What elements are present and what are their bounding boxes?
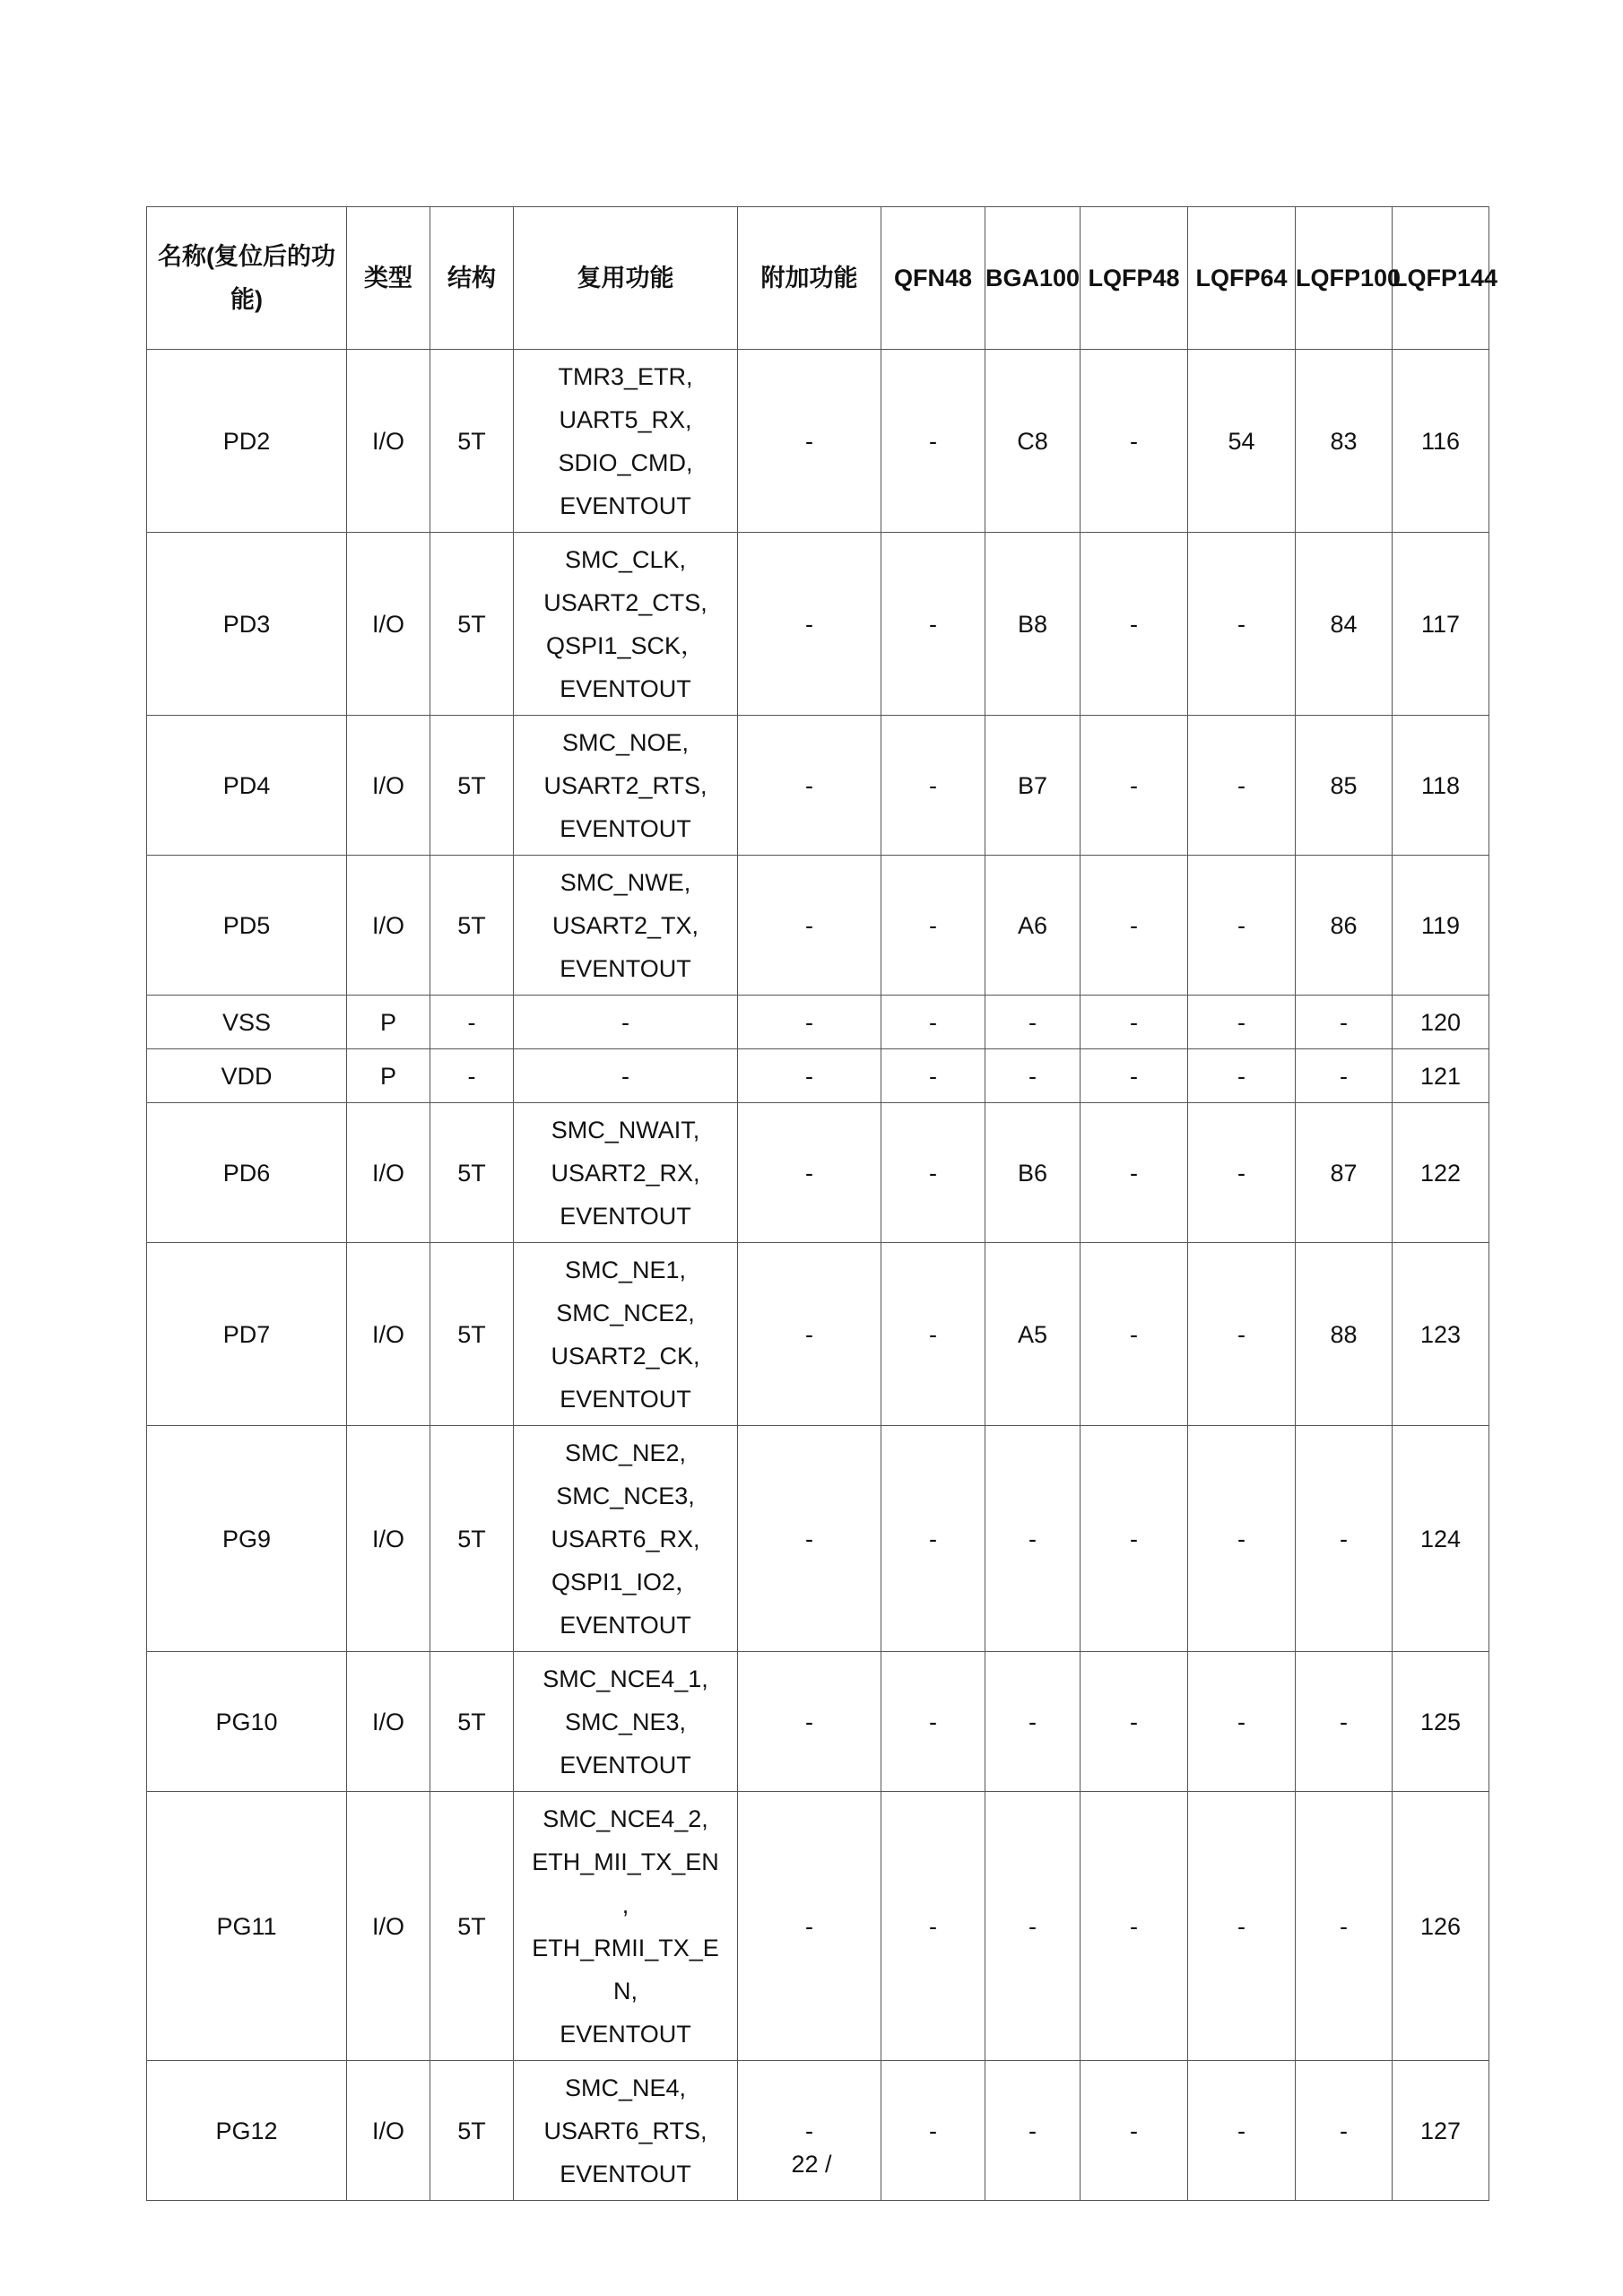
cell-type: P (347, 996, 430, 1049)
cell-bga100: - (985, 1652, 1081, 1792)
cell-lqfp100: - (1296, 996, 1393, 1049)
column-header (1296, 207, 1402, 350)
cell-lqfp100: 85 (1296, 716, 1393, 856)
column-header (514, 207, 738, 350)
alt-function-line: SMC_NE4, (564, 2074, 687, 2101)
cell-struct: 5T (430, 1103, 514, 1243)
cell-bga100: - (985, 996, 1081, 1049)
cell-type: I/O (347, 2061, 430, 2201)
alt-function-line: EVENTOUT (560, 1751, 691, 1779)
cell-lqfp144: 116 (1393, 350, 1489, 533)
header-text: 100 (1360, 265, 1402, 291)
cell-alt (514, 1652, 738, 1792)
table-row (147, 1103, 1489, 1243)
alt-function-line: SMC_NCE2, (556, 1299, 695, 1326)
cell-lqfp64: - (1188, 1103, 1296, 1243)
table-row (147, 856, 1489, 996)
cell-type: P (347, 1049, 430, 1103)
header-text: LQFP (1195, 265, 1261, 291)
cell-lqfp48: - (1081, 856, 1188, 996)
alt-function-line: EVENTOUT (560, 491, 691, 519)
cell-extra: - (738, 533, 881, 716)
cell-type: I/O (347, 856, 430, 996)
table-row (147, 1243, 1489, 1426)
header-text: 48 (944, 265, 973, 291)
header-text: BGA (985, 265, 1039, 291)
cell-name: PD2 (147, 350, 347, 533)
cell-extra: - (738, 2061, 881, 2201)
cell-lqfp100: - (1296, 2061, 1393, 2201)
alt-function-line: SMC_NE2, (564, 1439, 687, 1466)
column-header (147, 207, 347, 350)
cell-lqfp100: 87 (1296, 1103, 1393, 1243)
cell-name: PD3 (147, 533, 347, 716)
header-text: LQFP (1088, 265, 1153, 291)
cell-name: PG9 (147, 1426, 347, 1652)
cell-lqfp144: 119 (1393, 856, 1489, 996)
header-text: 复用功能 (577, 265, 674, 291)
alt-function-line: SMC_CLK, (564, 545, 687, 573)
header-text: 100 (1039, 265, 1081, 291)
cell-type: I/O (347, 1792, 430, 2061)
cell-alt (514, 856, 738, 996)
alt-function-line: USART2_TX, (551, 911, 699, 939)
cell-qfn48: - (881, 533, 985, 716)
column-header (881, 207, 985, 350)
header-text: 144 (1457, 265, 1498, 291)
cell-bga100: - (985, 1426, 1081, 1652)
alt-function-line: USART6_RX, (551, 1525, 700, 1552)
cell-qfn48: - (881, 1792, 985, 2061)
cell-name: PD5 (147, 856, 347, 996)
cell-extra: - (738, 1103, 881, 1243)
table-row (147, 2061, 1489, 2201)
cell-name: PD7 (147, 1243, 347, 1426)
cell-lqfp144: 123 (1393, 1243, 1489, 1426)
alt-function-line: - (621, 1008, 629, 1036)
cell-lqfp144: 127 (1393, 2061, 1489, 2201)
cell-lqfp48: - (1081, 716, 1188, 856)
cell-struct: 5T (430, 1243, 514, 1426)
cell-type: I/O (347, 533, 430, 716)
cell-struct: - (430, 1049, 514, 1103)
alt-function-line: , (621, 1891, 629, 1918)
cell-lqfp144: 125 (1393, 1652, 1489, 1792)
alt-function-line: EVENTOUT (560, 1611, 691, 1639)
cell-alt (514, 533, 738, 716)
cell-bga100: - (985, 1792, 1081, 2061)
cell-alt (514, 1243, 738, 1426)
cell-lqfp64: - (1188, 1049, 1296, 1103)
header-text: LQFP (1296, 265, 1360, 291)
cell-alt (514, 716, 738, 856)
cell-extra: - (738, 716, 881, 856)
cell-lqfp100: 88 (1296, 1243, 1393, 1426)
column-header (347, 207, 430, 350)
cell-name: PG11 (147, 1792, 347, 2061)
alt-function-line: SMC_NOE, (561, 728, 690, 756)
alt-function-line: SMC_NE1, (564, 1256, 687, 1283)
alt-function-line: EVENTOUT (560, 674, 691, 702)
cell-struct: 5T (430, 533, 514, 716)
cell-qfn48: - (881, 1049, 985, 1103)
alt-function-line: EVENTOUT (560, 2160, 691, 2187)
cell-lqfp64: - (1188, 856, 1296, 996)
cell-lqfp100: - (1296, 1792, 1393, 2061)
cell-lqfp48: - (1081, 1103, 1188, 1243)
cell-alt (514, 996, 738, 1049)
cell-lqfp144: 120 (1393, 996, 1489, 1049)
alt-function-line: SMC_NCE4_1, (542, 1665, 708, 1692)
cell-type: I/O (347, 1243, 430, 1426)
cell-lqfp144: 118 (1393, 716, 1489, 856)
cell-bga100: C8 (985, 350, 1081, 533)
cell-extra: - (738, 996, 881, 1049)
table-row (147, 350, 1489, 533)
cell-extra: - (738, 1243, 881, 1426)
alt-function-line: EVENTOUT (560, 2020, 691, 2048)
cell-type: I/O (347, 350, 430, 533)
cell-lqfp64: - (1188, 2061, 1296, 2201)
pin-definition-table (146, 206, 1498, 2201)
cell-type: I/O (347, 1652, 430, 1792)
cell-lqfp64: - (1188, 1792, 1296, 2061)
cell-struct: 5T (430, 1792, 514, 2061)
cell-lqfp64: - (1188, 1426, 1296, 1652)
cell-lqfp64: 54 (1188, 350, 1296, 533)
cell-lqfp100: 86 (1296, 856, 1393, 996)
cell-extra: - (738, 1652, 881, 1792)
cell-lqfp144: 124 (1393, 1426, 1489, 1652)
alt-function-line: USART2_CTS, (543, 588, 707, 616)
alt-function-line: EVENTOUT (560, 1385, 691, 1413)
cell-lqfp100: - (1296, 1426, 1393, 1652)
alt-function-line: ETH_MII_TX_EN (532, 1848, 719, 1875)
cell-lqfp48: - (1081, 1243, 1188, 1426)
cell-lqfp64: - (1188, 1652, 1296, 1792)
cell-lqfp48: - (1081, 1652, 1188, 1792)
alt-function-line: USART2_RX, (551, 1159, 700, 1187)
cell-type: I/O (347, 716, 430, 856)
cell-name: VSS (147, 996, 347, 1049)
cell-lqfp48: - (1081, 1792, 1188, 2061)
cell-alt (514, 1792, 738, 2061)
cell-name: VDD (147, 1049, 347, 1103)
cell-lqfp48: - (1081, 2061, 1188, 2201)
header-text: 类型 (364, 265, 412, 291)
cell-extra: - (738, 350, 881, 533)
cell-lqfp48: - (1081, 996, 1188, 1049)
cell-struct: 5T (430, 856, 514, 996)
cell-alt (514, 1049, 738, 1103)
cell-bga100: A6 (985, 856, 1081, 996)
cell-struct: 5T (430, 350, 514, 533)
cell-qfn48: - (881, 716, 985, 856)
cell-qfn48: - (881, 1426, 985, 1652)
header-text: LQFP (1393, 265, 1457, 291)
alt-function-line: QSPI1_SCK， (545, 631, 706, 659)
cell-qfn48: - (881, 996, 985, 1049)
alt-function-line: SMC_NCE3, (556, 1482, 695, 1509)
cell-lqfp100: - (1296, 1049, 1393, 1103)
column-header (985, 207, 1081, 350)
cell-lqfp144: 126 (1393, 1792, 1489, 2061)
cell-alt (514, 1103, 738, 1243)
cell-lqfp100: 84 (1296, 533, 1393, 716)
cell-extra: - (738, 1049, 881, 1103)
column-header (1081, 207, 1188, 350)
header-text: 结构 (447, 265, 496, 291)
table-row (147, 716, 1489, 856)
cell-lqfp144: 122 (1393, 1103, 1489, 1243)
table-row (147, 1049, 1489, 1103)
cell-lqfp144: 117 (1393, 533, 1489, 716)
cell-name: PG10 (147, 1652, 347, 1792)
cell-lqfp100: - (1296, 1652, 1393, 1792)
cell-extra: - (738, 1792, 881, 2061)
cell-type: I/O (347, 1103, 430, 1243)
header-text: QFN (893, 265, 945, 291)
cell-name: PD4 (147, 716, 347, 856)
alt-function-line: USART6_RTS, (543, 2117, 707, 2144)
cell-lqfp48: - (1081, 1426, 1188, 1652)
table-row (147, 996, 1489, 1049)
alt-function-line: USART2_CK, (551, 1342, 700, 1370)
alt-function-line: UART5_RX, (559, 405, 692, 433)
cell-lqfp48: - (1081, 533, 1188, 716)
cell-struct: 5T (430, 1426, 514, 1652)
cell-extra: - (738, 856, 881, 996)
cell-qfn48: - (881, 856, 985, 996)
column-header (1393, 207, 1498, 350)
column-header (430, 207, 514, 350)
cell-lqfp144: 121 (1393, 1049, 1489, 1103)
cell-name: PD6 (147, 1103, 347, 1243)
alt-function-line: QSPI1_IO2， (551, 1568, 700, 1596)
table-header-row (147, 207, 1489, 350)
table-row (147, 1652, 1489, 1792)
alt-function-line: SMC_NE3, (564, 1708, 687, 1735)
cell-bga100: - (985, 2061, 1081, 2201)
alt-function-line: EVENTOUT (560, 814, 691, 842)
table-row (147, 533, 1489, 716)
cell-bga100: - (985, 1049, 1081, 1103)
cell-qfn48: - (881, 1652, 985, 1792)
alt-function-line: SDIO_CMD, (558, 448, 693, 476)
alt-function-line: SMC_NWAIT, (551, 1116, 700, 1144)
cell-qfn48: - (881, 350, 985, 533)
cell-qfn48: - (881, 1103, 985, 1243)
cell-struct: - (430, 996, 514, 1049)
alt-function-line: SMC_NWE, (560, 868, 691, 896)
cell-lqfp64: - (1188, 1243, 1296, 1426)
cell-bga100: A5 (985, 1243, 1081, 1426)
alt-function-line: TMR3_ETR, (558, 362, 693, 390)
alt-function-line: USART2_RTS, (543, 771, 707, 799)
cell-lqfp64: - (1188, 716, 1296, 856)
cell-struct: 5T (430, 2061, 514, 2201)
column-header (738, 207, 881, 350)
cell-name: PG12 (147, 2061, 347, 2201)
cell-lqfp64: - (1188, 996, 1296, 1049)
cell-lqfp64: - (1188, 533, 1296, 716)
cell-lqfp48: - (1081, 1049, 1188, 1103)
cell-alt (514, 350, 738, 533)
alt-function-line: - (621, 1062, 629, 1090)
cell-bga100: B6 (985, 1103, 1081, 1243)
alt-function-line: ETH_RMII_TX_E (532, 1934, 719, 1961)
cell-qfn48: - (881, 2061, 985, 2201)
cell-extra: - (738, 1426, 881, 1652)
alt-function-line: EVENTOUT (560, 1202, 691, 1230)
cell-lqfp100: 83 (1296, 350, 1393, 533)
alt-function-line: N, (613, 1977, 638, 2005)
alt-function-line: SMC_NCE4_2, (542, 1805, 708, 1832)
header-text: 64 (1260, 265, 1288, 291)
cell-bga100: B8 (985, 533, 1081, 716)
cell-struct: 5T (430, 1652, 514, 1792)
header-text: 48 (1152, 265, 1180, 291)
header-text: 名称 (158, 243, 206, 270)
cell-bga100: B7 (985, 716, 1081, 856)
table-row (147, 1792, 1489, 2061)
page-number: 22 / (791, 2151, 832, 2178)
cell-alt (514, 1426, 738, 1652)
column-header (1188, 207, 1296, 350)
header-text: (复位后的功能) (206, 243, 335, 313)
cell-type: I/O (347, 1426, 430, 1652)
cell-qfn48: - (881, 1243, 985, 1426)
header-text: 附加功能 (760, 265, 858, 291)
table-row (147, 1426, 1489, 1652)
cell-struct: 5T (430, 716, 514, 856)
cell-lqfp48: - (1081, 350, 1188, 533)
cell-alt (514, 2061, 738, 2201)
alt-function-line: EVENTOUT (560, 954, 691, 982)
